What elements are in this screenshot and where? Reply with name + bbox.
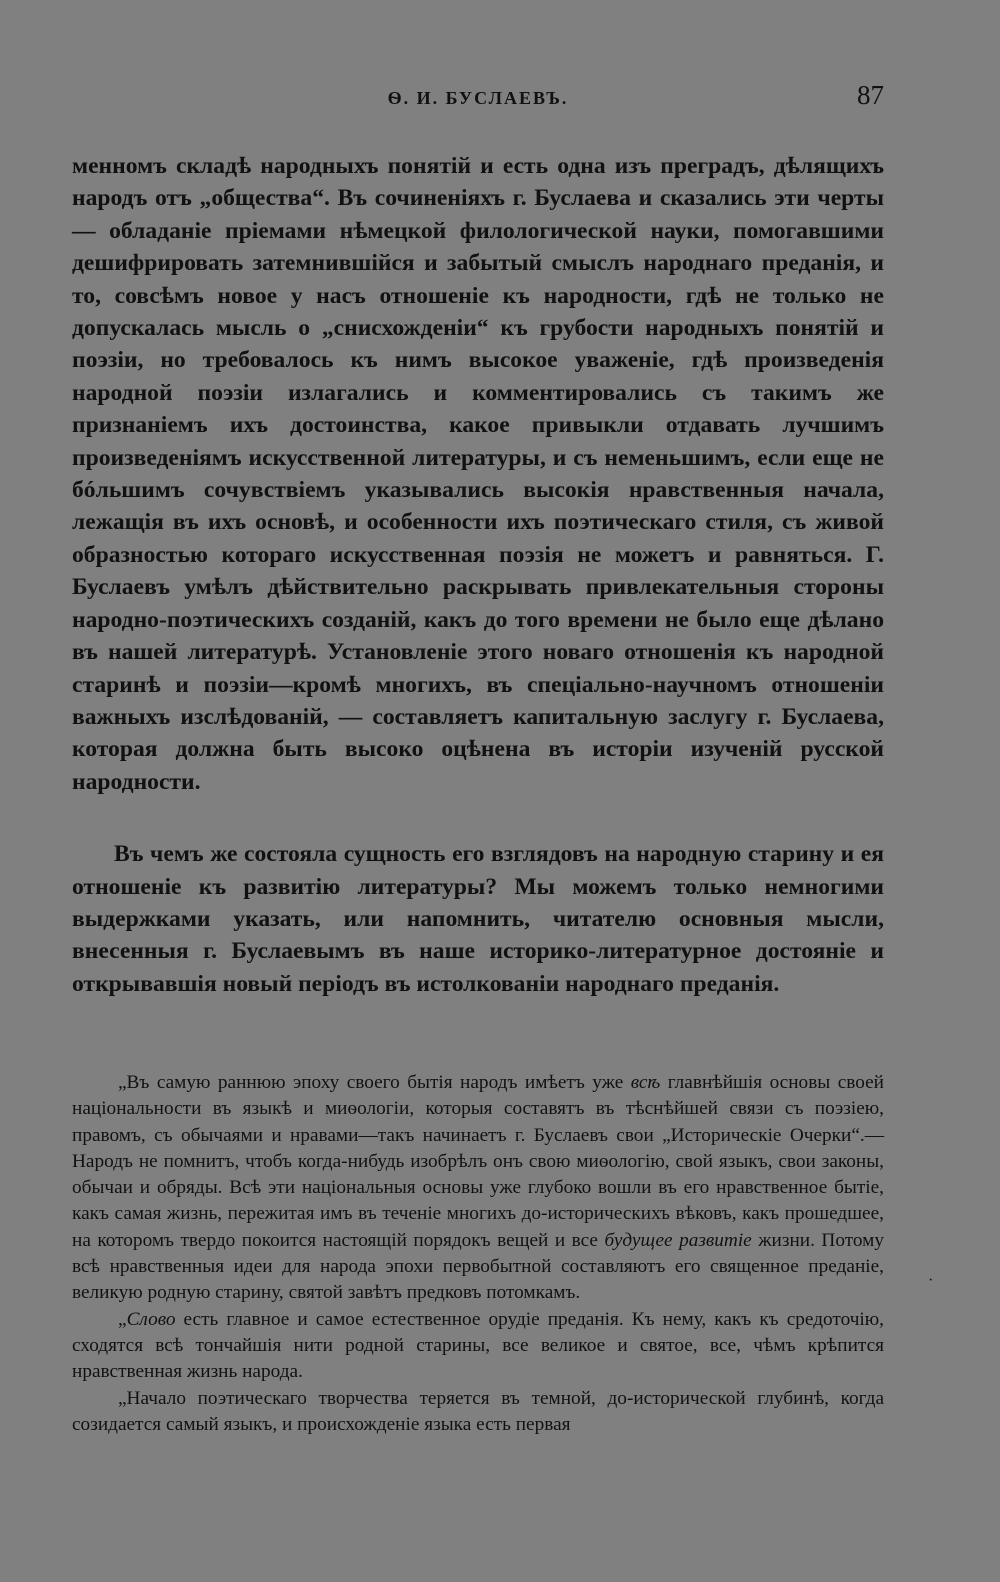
quote-emphasis: Слово [126, 1308, 176, 1330]
quote-text: главнѣйшія основы своей національности въ языкѣ и миѳологіи, которыя составятъ въ тѣснѣйшей связи съ поэзіею, правомъ, съ обычаями и нравами—такъ начинаетъ г. Буслаевъ свои „Историческіе Очерки“.—Народъ не помнитъ, чтобъ когда-нибудь изобрѣлъ онъ свою миѳологію, свой языкъ, свои законы, обычаи и обряды. Всѣ эти національныя основы уже глубоко вошли въ его нравственное бытіе, какъ самая жизнь, пережитая имъ въ теченіе многихъ до-историческихъ вѣковъ, какъ прошедшее, на которомъ твердо покоится настоящій порядокъ вещей и все [72, 1072, 884, 1251]
quote-text: „ [118, 1308, 127, 1330]
main-text [72, 150, 884, 1000]
running-head: Ѳ. И. БУСЛАЕВЪ. [387, 88, 569, 108]
quote-emphasis: будущее развитіе [604, 1229, 752, 1251]
quotation-block [72, 1070, 884, 1438]
quote-text: „Въ самую раннюю эпоху своего бытія народъ имѣетъ уже [118, 1072, 631, 1093]
quote-paragraph-3: „Начало поэтическаго творчества теряется въ темной, до-исторической глубинѣ, когда созидается самый языкъ, и происхожденіе языка есть первая [72, 1387, 884, 1435]
page-number: 87 [857, 80, 884, 110]
quote-text: есть главное и самое естественное орудіе преданія. Къ нему, какъ къ средоточію, сходятся всѣ тончайшія нити родной старины, все великое и святое, все, чѣмъ крѣпится нравственная жизнь народа. [72, 1308, 884, 1383]
paragraph-1: менномъ складѣ народныхъ понятій и есть одна изъ преградъ, дѣлящихъ народъ отъ „общества“. Въ сочиненіяхъ г. Буслаева и сказались эти черты — обладаніе пріемами нѣмецкой филологической науки, помогавшими дешифрировать затемнившійся и забытый смыслъ народнаго преданія, и то, совсѣмъ новое у насъ отношеніе къ народности, гдѣ не только не допускалась мысль о „снисхожденіи“ къ грубости народныхъ понятій и поэзіи, но требовалось къ нимъ высокое уваженіе, гдѣ произведенія народной поэзіи излагались и комментировались съ такимъ же признаніемъ ихъ достоинства, какое привыкли отдавать лучшимъ произведеніямъ искусственной литературы, и съ неменьшимъ, если еще не бóльшимъ сочувствіемъ указывались высокія нравственныя начала, лежащія въ ихъ основѣ, и особенности ихъ поэтическаго стиля, съ живой образностью котораго искусственная поэзія не можетъ и равняться. Г. Буслаевъ умѣлъ дѣйствительно раскрывать привлекательныя стороны народно-поэтическихъ созданій, какъ до того времени не было еще дѣлано въ нашей литературѣ. Установленіе этого новаго отношенія къ народной старинѣ и поэзіи—кромѣ многихъ, въ спеціально-научномъ отношеніи важныхъ изслѣдованій, — составляетъ капитальную заслугу г. Буслаева, которая должна быть высоко оцѣнена въ исторіи изученій русской народности. [72, 153, 884, 795]
quote-text: жизни. Потому всѣ нравственныя идеи для народа эпохи первобытной составляютъ его священное преданіе, великую родную старину, святой завѣтъ предковъ потомкамъ. [72, 1229, 884, 1304]
page-header [72, 80, 884, 120]
stray-mark: · [928, 1272, 934, 1289]
quote-paragraph-2 [72, 1307, 884, 1386]
quote-paragraph-1 [72, 1070, 884, 1307]
quote-emphasis: всѣ [630, 1072, 661, 1093]
paragraph-2: Въ чемъ же состояла сущность его взглядовъ на народную старину и ея отношеніе къ развитію литературы? Мы можемъ только немногими выдержками указать, или напомнить, читателю основныя мысли, внесенныя г. Буслаевымъ въ наше историко-литературное достояніе и открывавшія новый періодъ въ истолкованіи народнаго преданія. [72, 841, 884, 997]
